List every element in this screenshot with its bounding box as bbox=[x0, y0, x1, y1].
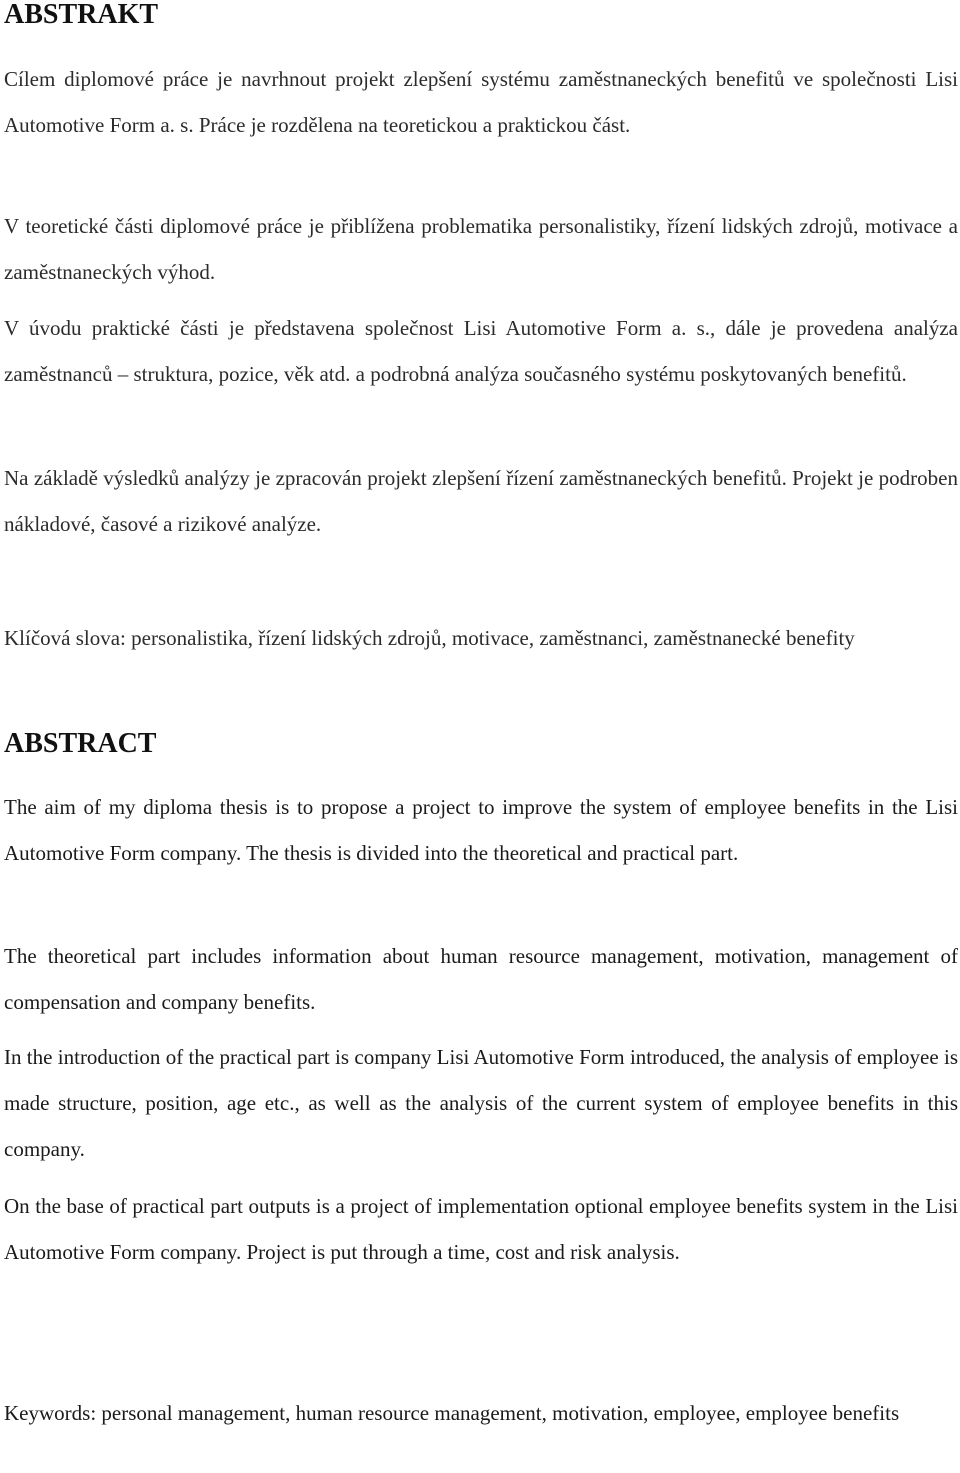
abstrakt-paragraph-practice: V úvodu praktické části je představena společnost Lisi Automotive Form a. s., dále je provedena analýza zaměstnanců – struktura, pozice, věk atd. a podrobná analýza současného systému poskytovaných benefitů. bbox=[4, 316, 958, 386]
abstrakt-paragraph-theory: V teoretické části diplomové práce je přiblížena problematika personalistiky, řízení lidských zdrojů, motivace a zaměstnaneckých výhod. bbox=[4, 214, 958, 284]
abstrakt-keywords: Klíčová slova: personalistika, řízení lidských zdrojů, motivace, zaměstnanci, zaměstnanecké benefity bbox=[4, 626, 855, 650]
heading-abstrakt: ABSTRAKT bbox=[4, 0, 159, 30]
abstract-paragraph-theory: The theoretical part includes information about human resource management, motivation, management of compensation and company benefits. bbox=[4, 944, 958, 1014]
abstrakt-paragraph-aim: Cílem diplomové práce je navrhnout projekt zlepšení systému zaměstnaneckých benefitů ve společnosti Lisi Automotive Form a. s. Práce je rozdělena na teoretickou a praktickou část. bbox=[4, 67, 958, 137]
abstrakt-paragraph-project: Na základě výsledků analýzy je zpracován projekt zlepšení řízení zaměstnaneckých benefitů. Projekt je podroben nákladové, časové a rizikové analýze. bbox=[4, 466, 958, 536]
abstract-paragraph-project: On the base of practical part outputs is a project of implementation optional employee benefits system in the Lisi Automotive Form company. Project is put through a time, cost and risk analysis. bbox=[4, 1194, 958, 1264]
abstract-paragraph-practice: In the introduction of the practical part is company Lisi Automotive Form introduced, the analysis of employee is made structure, position, age etc., as well as the analysis of the current system of employee benefits in this company. bbox=[4, 1045, 958, 1161]
heading-abstract: ABSTRACT bbox=[4, 728, 157, 759]
abstract-paragraph-aim: The aim of my diploma thesis is to propose a project to improve the system of employee benefits in the Lisi Automotive Form company. The thesis is divided into the theoretical and practical part. bbox=[4, 795, 958, 865]
abstract-keywords: Keywords: personal management, human resource management, motivation, employee, employee benefits bbox=[4, 1401, 900, 1425]
